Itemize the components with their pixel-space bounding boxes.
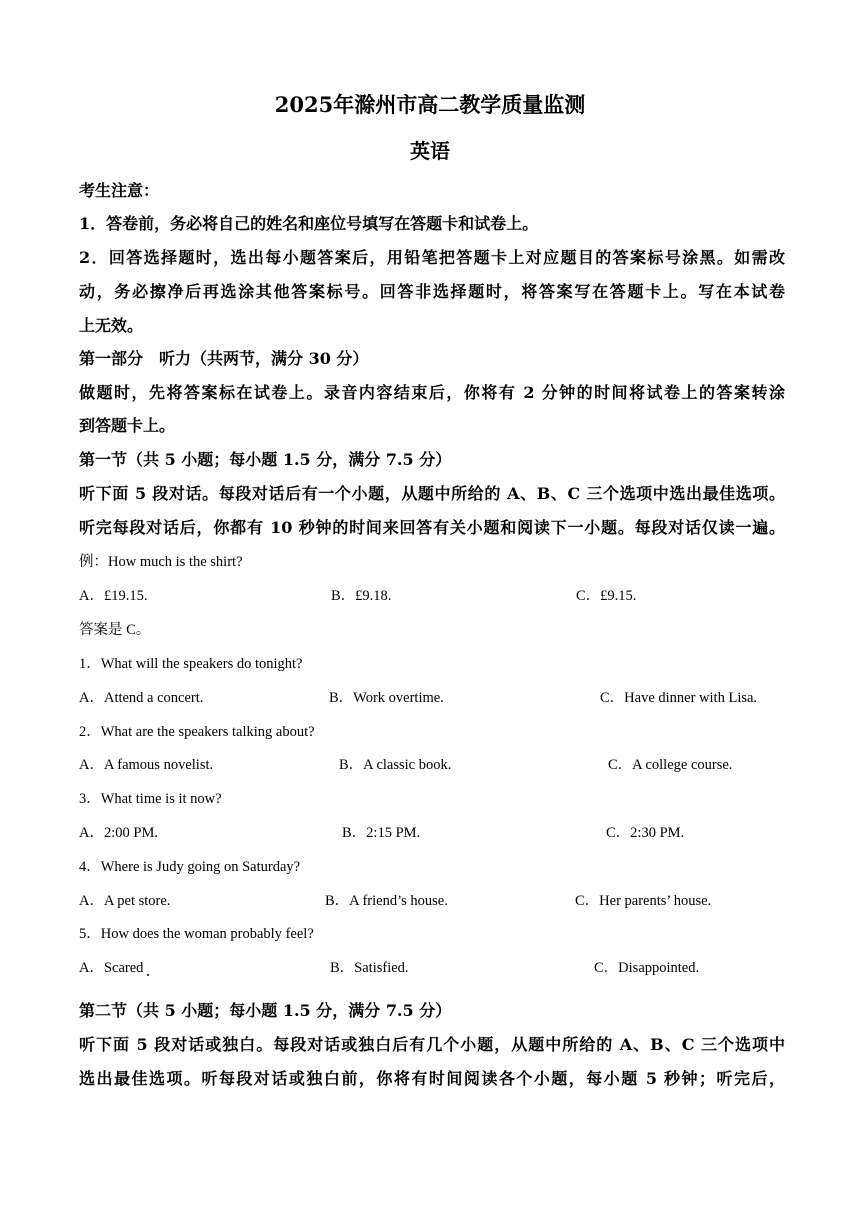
question-1: 1．What will the speakers do tonight? — [79, 656, 303, 672]
question-5-option-c: C．Disappointed. — [594, 960, 700, 976]
question-1-option-c: C．Have dinner with Lisa. — [600, 690, 758, 706]
exam-title: 2025年滁州市高二教学质量监测 — [274, 92, 586, 117]
question-4: 4．Where is Judy going on Saturday? — [79, 859, 301, 875]
question-1-option-a: A．Attend a concert. — [79, 690, 204, 706]
part1-heading: 第一部分 听力（共两节，满分 30 分） — [79, 349, 369, 368]
question-4-option-a: A．A pet store. — [79, 893, 171, 909]
notice-item-2-line-1: 2．回答选择题时，选出每小题答案后，用铅笔把答题卡上对应题目的答案标号涂黑。如需改 — [79, 248, 785, 267]
question-2-option-c: C．A college course. — [608, 757, 733, 773]
section2-instruction-line-2: 选出最佳选项。听每段对话或独白前，你将有时间阅读各个小题，每小题 5 秒钟；听完后， — [79, 1069, 785, 1088]
notice-item-1: 1．答卷前，务必将自己的姓名和座位号填写在答题卡和试卷上。 — [79, 214, 539, 233]
question-2-option-a: A．A famous novelist. — [79, 757, 214, 773]
example-option-c: C．£9.15. — [576, 588, 637, 604]
example-option-b: B．£9.18. — [331, 588, 392, 604]
section1-instruction-line-2: 听完每段对话后，你都有 10 秒钟的时间来回答有关小题和阅读下一小题。每段对话仅读一遍。 — [79, 518, 785, 537]
question-5-option-a: A．Scared — [79, 960, 144, 976]
question-4-option-b: B．A friend’s house. — [325, 893, 448, 909]
question-3: 3．What time is it now? — [79, 791, 222, 807]
section1-instruction-line-1: 听下面 5 段对话。每段对话后有一个小题，从题中所给的 A、B、C 三个选项中选出最佳选项。 — [79, 484, 785, 503]
example-answer: 答案是 C。 — [79, 622, 151, 638]
question-4-option-c: C．Her parents’ house. — [575, 893, 712, 909]
question-2: 2．What are the speakers talking about? — [79, 724, 315, 740]
question-3-option-c: C．2:30 PM. — [606, 825, 685, 841]
part1-instruction-line-2: 到答题卡上。 — [79, 416, 176, 435]
question-3-option-a: A．2:00 PM. — [79, 825, 158, 841]
stray-dot-mark — [147, 974, 149, 976]
notice-heading: 考生注意： — [79, 181, 160, 200]
subject-title: 英语 — [410, 139, 450, 163]
part1-instruction-line-1: 做题时，先将答案标在试卷上。录音内容结束后，你将有 2 分钟的时间将试卷上的答案转涂 — [79, 383, 785, 402]
notice-item-2-line-3: 上无效。 — [79, 316, 144, 335]
section1-heading: 第一节（共 5 小题；每小题 1.5 分，满分 7.5 分） — [79, 450, 452, 469]
example-question: 例：How much is the shirt? — [79, 554, 243, 570]
question-3-option-b: B．2:15 PM. — [342, 825, 421, 841]
question-2-option-b: B．A classic book. — [339, 757, 452, 773]
question-5-option-b: B．Satisfied. — [330, 960, 409, 976]
question-5: 5．How does the woman probably feel? — [79, 926, 314, 942]
section2-instruction-line-1: 听下面 5 段对话或独白。每段对话或独白后有几个小题，从题中所给的 A、B、C 三个选项中 — [79, 1035, 785, 1054]
question-1-option-b: B．Work overtime. — [329, 690, 444, 706]
example-option-a: A．£19.15. — [79, 588, 148, 604]
notice-item-2-line-2: 动，务必擦净后再选涂其他答案标号。回答非选择题时，将答案写在答题卡上。写在本试卷 — [79, 282, 785, 301]
section2-heading: 第二节（共 5 小题；每小题 1.5 分，满分 7.5 分） — [79, 1001, 452, 1020]
